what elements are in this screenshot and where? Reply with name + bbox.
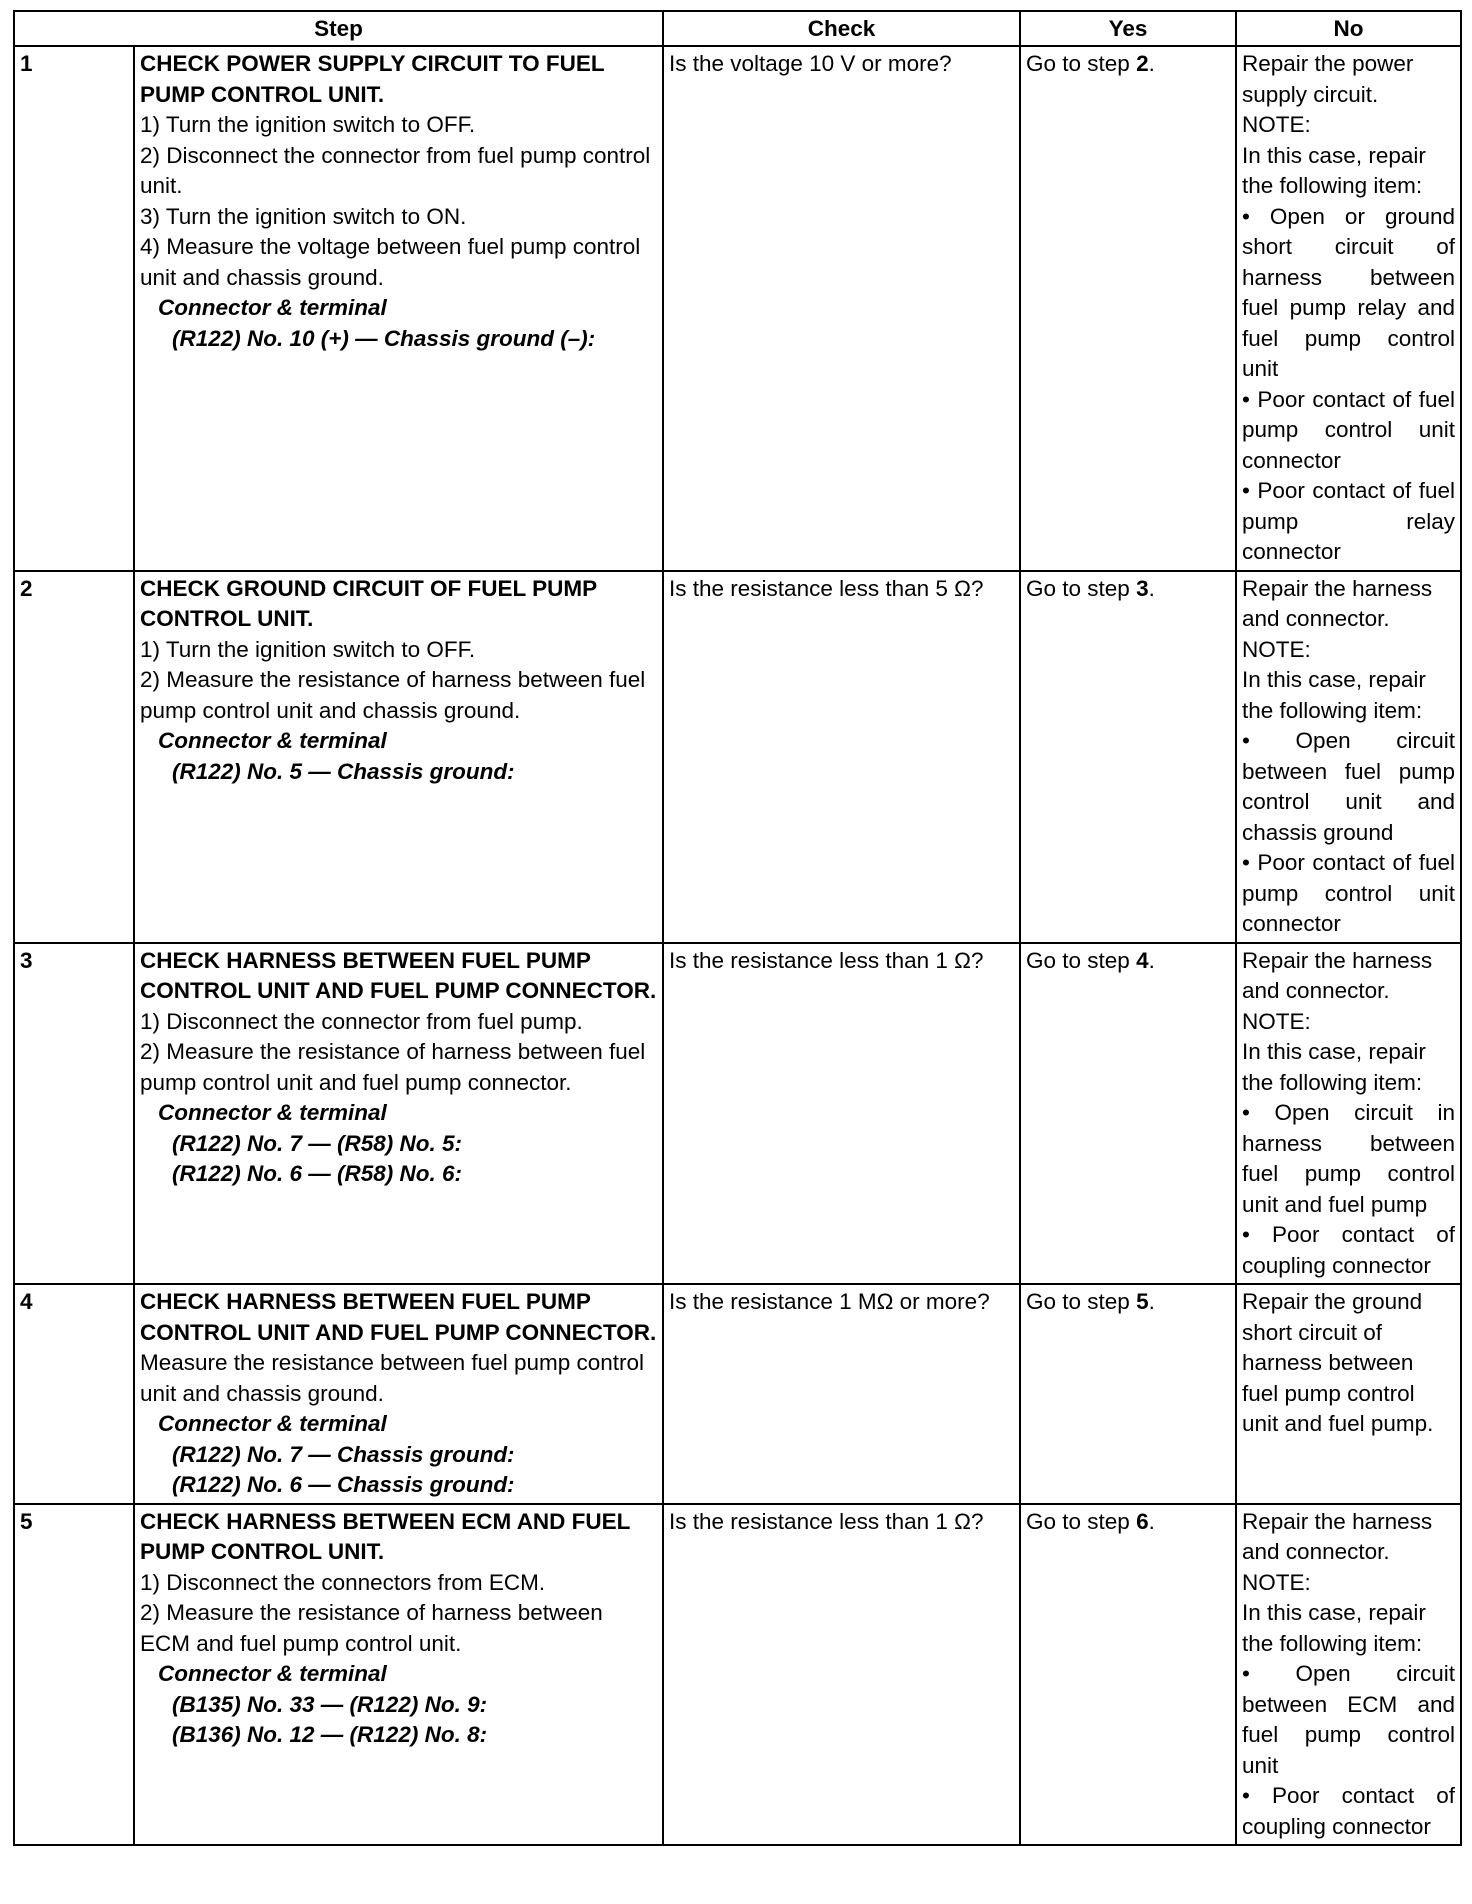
yes-suffix: . [1148,575,1155,601]
no-bullet: • Open circuit in harness between fuel pump control unit and fuel pump [1242,1100,1456,1217]
step-line: 2) Measure the resistance of harness between fuel pump control unit and fuel pump connector. [140,1039,646,1095]
no-bullet: • Poor contact of coupling connector [1242,1222,1456,1278]
yes-prefix: Go to step [1026,1289,1137,1314]
connector-label: Connector & terminal [158,1100,387,1125]
step-line: 1) Disconnect the connectors from ECM. [140,1569,546,1595]
no-line: Repair the power supply circuit. [1242,51,1414,107]
step-instructions [134,1284,663,1504]
step-number: 3 [14,943,134,1285]
step-line: 2) Disconnect the connector from fuel pump control unit. [140,142,651,198]
connector-terminal: (R122) No. 10 (+) — Chassis ground (–): [172,325,596,351]
table-row [14,1284,1461,1504]
connector-terminal: (R122) No. 7 — Chassis ground: [172,1441,515,1467]
no-line: In this case, repair the following item: [1242,1600,1426,1656]
no-action [1236,46,1461,571]
table-row [14,571,1461,943]
header-row [14,11,1461,46]
step-line: 3) Turn the ignition switch to ON. [140,203,467,229]
no-line: Repair the harness and connector. [1242,1508,1433,1564]
check-question: Is the resistance 1 MΩ or more? [663,1284,1020,1504]
no-line: NOTE: [1242,636,1311,662]
no-bullet: • Poor contact of fuel pump relay connector [1242,478,1456,564]
header-yes: Yes [1020,11,1236,46]
connector-label: Connector & terminal [158,1411,387,1436]
step-title: CHECK GROUND CIRCUIT OF FUEL PUMP CONTROL UNIT. [140,575,597,631]
yes-suffix: . [1148,1508,1155,1534]
step-number: 2 [14,571,134,943]
no-action [1236,1284,1461,1504]
step-number: 5 [14,1504,134,1846]
connector-label: Connector & terminal [158,1661,387,1686]
yes-prefix: Go to step [1026,947,1137,973]
table-row [14,943,1461,1285]
yes-step-number: 6 [1136,1508,1149,1534]
connector-terminal: (R122) No. 6 — (R58) No. 6: [172,1161,463,1186]
no-line: Repair the ground short circuit of harness between fuel pump control unit and fuel pump. [1242,1289,1434,1436]
no-line: In this case, repair the following item: [1242,667,1426,723]
connector-terminal: (R122) No. 6 — Chassis ground: [172,1472,515,1497]
header-no: No [1236,11,1461,46]
header-step: Step [14,11,663,46]
step-line: 1) Disconnect the connector from fuel pump. [140,1008,583,1034]
yes-suffix: . [1148,51,1155,76]
yes-step-number: 4 [1136,947,1149,973]
step-title: CHECK POWER SUPPLY CIRCUIT TO FUEL PUMP CONTROL UNIT. [140,51,605,107]
no-bullet: • Poor contact of coupling connector [1242,1783,1456,1839]
no-bullet: • Poor contact of fuel pump control unit connector [1242,386,1456,473]
step-line: Measure the resistance between fuel pump control unit and chassis ground. [140,1350,645,1406]
no-bullet: • Open or ground short circuit of harness between fuel pump relay and fuel pump control unit [1242,203,1456,381]
step-instructions [134,46,663,571]
connector-terminal: (B136) No. 12 — (R122) No. 8: [172,1722,488,1747]
no-action [1236,571,1461,943]
step-instructions [134,943,663,1285]
step-number: 4 [14,1284,134,1504]
check-question: Is the resistance less than 1 Ω? [663,943,1020,1285]
check-question: Is the voltage 10 V or more? [663,46,1020,571]
table-row [14,1504,1461,1846]
yes-suffix: . [1148,1289,1155,1314]
no-line: NOTE: [1242,1569,1311,1595]
connector-label: Connector & terminal [158,728,387,753]
yes-prefix: Go to step [1026,51,1137,76]
step-instructions [134,1504,663,1846]
no-bullet: • Open circuit between fuel pump control unit and chassis ground [1242,728,1456,845]
yes-prefix: Go to step [1026,1508,1137,1534]
step-title: CHECK HARNESS BETWEEN FUEL PUMP CONTROL UNIT AND FUEL PUMP CONNECTOR. [140,947,657,1003]
yes-action [1020,943,1236,1285]
step-line: 2) Measure the resistance of harness between ECM and fuel pump control unit. [140,1600,603,1656]
check-question: Is the resistance less than 5 Ω? [663,571,1020,943]
connector-terminal: (R122) No. 7 — (R58) No. 5: [172,1130,463,1156]
no-line: Repair the harness and connector. [1242,575,1433,631]
no-action [1236,1504,1461,1846]
step-line: 4) Measure the voltage between fuel pump control unit and chassis ground. [140,234,641,290]
connector-terminal: (R122) No. 5 — Chassis ground: [172,758,515,784]
yes-action [1020,571,1236,943]
yes-suffix: . [1148,947,1155,973]
yes-prefix: Go to step [1026,575,1137,601]
yes-action [1020,1284,1236,1504]
no-line: NOTE: [1242,112,1311,137]
step-line: 1) Turn the ignition switch to OFF. [140,636,476,662]
step-title: CHECK HARNESS BETWEEN ECM AND FUEL PUMP CONTROL UNIT. [140,1508,631,1564]
yes-step-number: 5 [1136,1289,1149,1314]
step-line: 2) Measure the resistance of harness between fuel pump control unit and chassis ground. [140,667,646,723]
connector-label: Connector & terminal [158,295,387,320]
diagnostic-table [13,10,1462,1846]
step-instructions [134,571,663,943]
step-number: 1 [14,46,134,571]
no-line: In this case, repair the following item: [1242,1039,1426,1095]
no-bullet: • Open circuit between ECM and fuel pump control unit [1242,1661,1456,1778]
yes-action [1020,1504,1236,1846]
yes-action [1020,46,1236,571]
connector-terminal: (B135) No. 33 — (R122) No. 9: [172,1691,488,1717]
no-line: Repair the harness and connector. [1242,947,1433,1003]
no-bullet: • Poor contact of fuel pump control unit connector [1242,850,1456,936]
yes-step-number: 2 [1136,51,1149,76]
step-line: 1) Turn the ignition switch to OFF. [140,112,476,137]
no-line: In this case, repair the following item: [1242,142,1426,198]
step-title: CHECK HARNESS BETWEEN FUEL PUMP CONTROL UNIT AND FUEL PUMP CONNECTOR. [140,1289,657,1345]
no-line: NOTE: [1242,1008,1311,1034]
header-check: Check [663,11,1020,46]
no-action [1236,943,1461,1285]
check-question: Is the resistance less than 1 Ω? [663,1504,1020,1846]
yes-step-number: 3 [1136,575,1149,601]
table-row [14,46,1461,571]
